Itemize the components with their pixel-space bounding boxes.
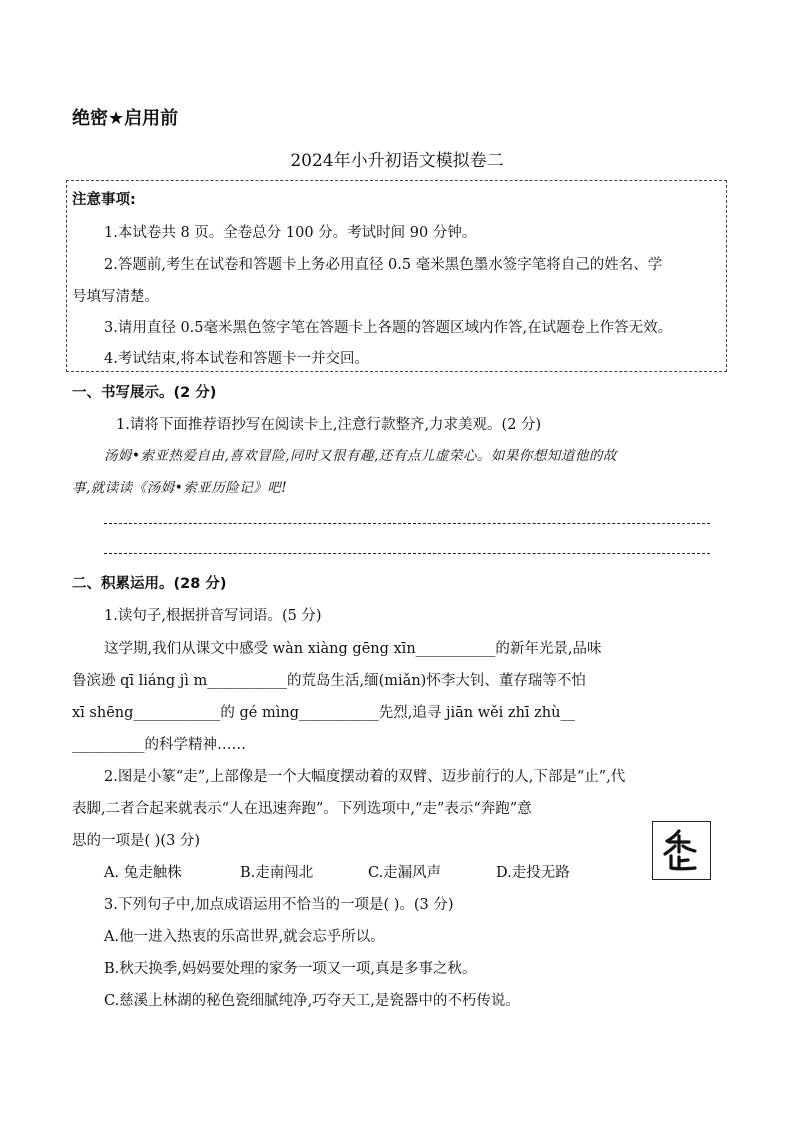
recommendation-passage-line-1: 汤姆•索亚热爱自由,喜欢冒险,同时又很有趣,还有点儿虚荣心。如果你想知道他的故 xyxy=(104,448,617,464)
notice-item-3: 3.请用直径 0.5毫米黑色签字笔在答题卡上各题的答题区域内作答,在试题卷上作答无效。 xyxy=(104,320,673,336)
question-3: 3.下列句子中,加点成语运用不恰当的一项是( )。(3 分) xyxy=(104,897,454,913)
notice-box xyxy=(66,180,727,372)
section-1-heading: 一、书写展示。(2 分) xyxy=(72,385,217,401)
pinyin-sentence-line-4: __________的科学精神…… xyxy=(72,737,246,753)
exam-title: 2024年小升初语文模拟卷二 xyxy=(290,151,504,171)
notice-item-2-cont: 号填写清楚。 xyxy=(72,289,159,305)
pinyin-sentence-line-1: 这学期,我们从课文中感受 wàn xiàng gēng xīn___________的新年光景,品味 xyxy=(104,641,602,657)
writing-line-2[interactable] xyxy=(104,553,710,554)
pinyin-sentence-line-3: xī shēng____________的 gé mìng___________先烈,追寻 jiān wěi zhī zhù__ xyxy=(72,705,575,721)
seal-script-zou-image xyxy=(652,821,711,880)
option-c[interactable]: C.走漏风声 xyxy=(368,865,442,881)
pinyin-sentence-line-2: 鲁滨逊 qī liáng jì m___________的荒岛生活,缅(miǎn)怀李大钊、董存瑞等不怕 xyxy=(72,673,586,689)
notice-item-4: 4.考试结束,将本试卷和答题卡一并交回。 xyxy=(104,351,369,367)
section-2-question-1: 1.读句子,根据拼音写词语。(5 分) xyxy=(104,608,322,624)
question-2-line-2: 表脚,二者合起来就表示“人在迅速奔跑”。下列选项中,“走”表示“奔跑”意 xyxy=(72,801,532,817)
question-2-line-1: 2.图是小篆“走”,上部像是一个大幅度摆动着的双臂、迈步前行的人,下部是“止”,代 xyxy=(104,769,626,785)
question-3-option-a[interactable]: A.他一进入热衷的乐高世界,就会忘乎所以。 xyxy=(104,929,385,945)
option-d[interactable]: D.走投无路 xyxy=(496,865,570,881)
notice-heading: 注意事项: xyxy=(72,192,136,208)
section-2-heading: 二、积累运用。(28 分) xyxy=(72,576,227,592)
notice-item-1: 1.本试卷共 8 页。全卷总分 100 分。考试时间 90 分钟。 xyxy=(104,225,477,241)
question-3-option-c[interactable]: C.慈溪上林湖的秘色瓷细腻纯净,巧夺天工,是瓷器中的不朽传说。 xyxy=(104,993,520,1009)
notice-item-2: 2.答题前,考生在试卷和答题卡上务必用直径 0.5 毫米黑色墨水签字笔将自己的姓名、学 xyxy=(104,257,663,273)
question-3-option-b[interactable]: B.秋天换季,妈妈要处理的家务一项又一项,真是多事之秋。 xyxy=(104,961,477,977)
recommendation-passage-line-2: 事,就读读《汤姆•索亚历险记》吧! xyxy=(72,480,288,496)
confidential-label: 绝密★启用前 xyxy=(72,108,179,129)
writing-line-1[interactable] xyxy=(104,523,710,524)
section-1-question-1: 1.请将下面推荐语抄写在阅读卡上,注意行款整齐,力求美观。(2 分) xyxy=(116,417,542,433)
option-a[interactable]: A. 兔走触株 xyxy=(104,865,182,881)
question-2-line-3: 思的一项是( )(3 分) xyxy=(72,833,201,849)
option-b[interactable]: B.走南闯北 xyxy=(240,865,314,881)
seal-script-zou-icon xyxy=(653,822,709,878)
